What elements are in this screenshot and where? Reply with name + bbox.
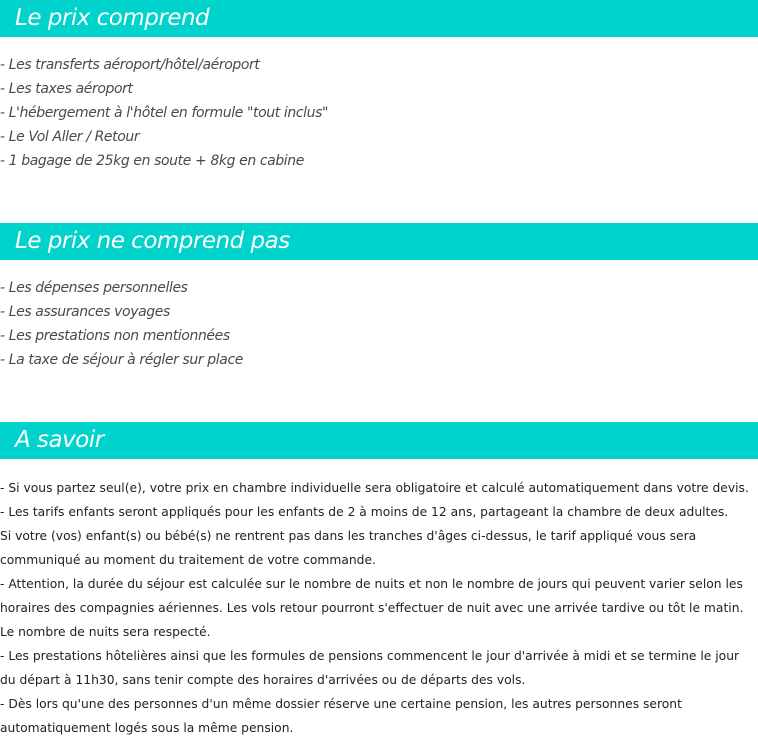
- info-paragraph: Si votre (vos) enfant(s) ou bébé(s) ne rentrent pas dans les tranches d'âges ci-dessus, le tarif appliqué vous sera communiqué au moment du traitement de votre commande.: [0, 529, 697, 567]
- section-title-not-included: Le prix ne comprend pas: [15, 228, 290, 254]
- section-header-a-savoir: [0, 422, 758, 459]
- list-item: - Les dépenses personnelles: [0, 280, 188, 296]
- info-paragraph: - Dès lors qu'une des personnes d'un même dossier réserve une certaine pension, les autres personnes seront automatiquement logés sous la même pension.: [0, 697, 682, 735]
- list-item: - 1 bagage de 25kg en soute + 8kg en cabine: [0, 153, 304, 169]
- list-item: - Les transferts aéroport/hôtel/aéroport: [0, 57, 260, 73]
- section-title-included: Le prix comprend: [15, 5, 210, 31]
- section-title-a-savoir: A savoir: [15, 427, 104, 453]
- not-included-list: [0, 276, 243, 372]
- list-item: - Les prestations non mentionnées: [0, 328, 230, 344]
- info-paragraph: - Attention, la durée du séjour est calculée sur le nombre de nuits et non le nombre de jours qui peuvent varier selon les horaires des compagnies aériennes. Les vols retour pourront s'effectuer de nuit avec une arrivée tardive ou tôt le matin. Le nombre de nuits sera respecté.: [0, 577, 744, 639]
- section-header-not-included: [0, 223, 758, 260]
- list-item: - Les taxes aéroport: [0, 81, 133, 97]
- list-item: - L'hébergement à l'hôtel en formule "tout inclus": [0, 105, 329, 121]
- list-item: - La taxe de séjour à régler sur place: [0, 352, 243, 368]
- list-item: - Le Vol Aller / Retour: [0, 129, 140, 145]
- info-paragraph: - Les prestations hôtelières ainsi que les formules de pensions commencent le jour d'arrivée à midi et se termine le jour du départ à 11h30, sans tenir compte des horaires d'arrivées ou de départs des vols.: [0, 649, 740, 687]
- info-paragraph: - Si vous partez seul(e), votre prix en chambre individuelle sera obligatoire et calculé automatiquement dans votre devis.: [0, 481, 749, 495]
- included-list: [0, 53, 328, 173]
- info-paragraph: - Les tarifs enfants seront appliqués pour les enfants de 2 à moins de 12 ans, partageant la chambre de deux adultes.: [0, 505, 729, 519]
- section-header-included: [0, 0, 758, 37]
- list-item: - Les assurances voyages: [0, 304, 170, 320]
- a-savoir-text: [0, 476, 758, 740]
